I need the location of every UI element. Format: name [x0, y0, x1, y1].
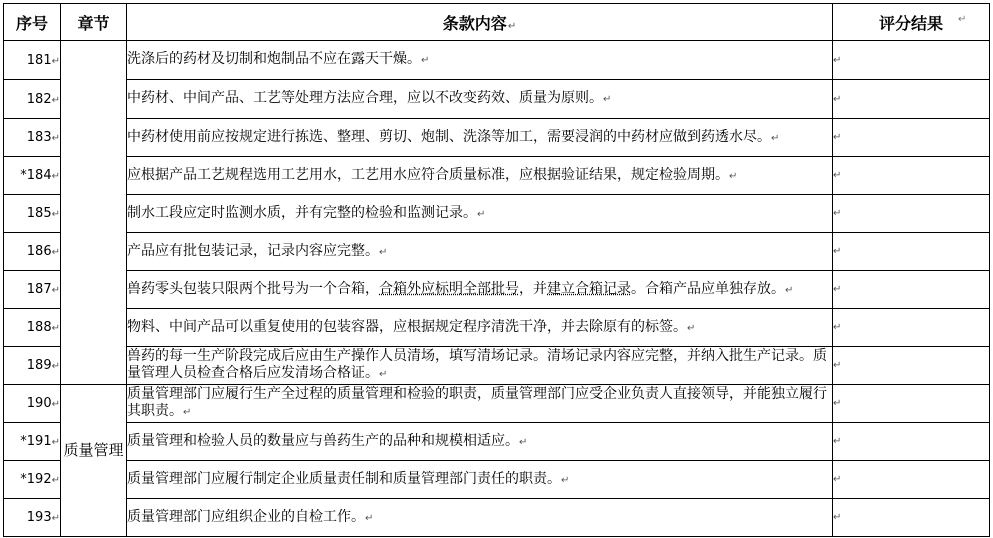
table-row: [4, 119, 990, 157]
header-seq: 序号: [4, 4, 61, 41]
row-number: 189↵: [4, 347, 61, 385]
clause-text: 产品应有批包装记录，记录内容应完整。↵: [127, 233, 833, 271]
row-number: 193↵: [4, 499, 61, 537]
table-row: [4, 347, 990, 385]
score-cell[interactable]: ↵: [833, 385, 990, 423]
row-number: 185↵: [4, 195, 61, 233]
clause-text: 质量管理和检验人员的数量应与兽药生产的品种和规模相适应。↵: [127, 423, 833, 461]
score-cell[interactable]: ↵: [833, 423, 990, 461]
score-cell[interactable]: ↵: [833, 195, 990, 233]
row-number: *191↵: [4, 423, 61, 461]
row-number: *184↵: [4, 157, 61, 195]
clause-text: 中药材使用前应按规定进行拣选、整理、剪切、炮制、洗涤等加工，需要浸润的中药材应做到药透水尽。↵: [127, 119, 833, 157]
header-content: 条款内容↵: [127, 4, 833, 41]
clause-text: 质量管理部门应履行生产全过程的质量管理和检验的职责，质量管理部门应受企业负责人直接领导，并能独立履行其职责。↵: [127, 385, 833, 423]
row-number: 182↵: [4, 80, 61, 119]
row-number: *192↵: [4, 461, 61, 499]
score-cell[interactable]: ↵: [833, 461, 990, 499]
clause-text: 兽药零头包装只限两个批号为一个合箱，合箱外应标明全部批号，并建立合箱记录。合箱产品应单独存放。↵: [127, 271, 833, 309]
table-row: [4, 461, 990, 499]
paragraph-mark: ↵: [958, 14, 967, 25]
clause-text: 中药材、中间产品、工艺等处理方法应合理，应以不改变药效、质量为原则。↵: [127, 80, 833, 119]
row-number: 190↵: [4, 385, 61, 423]
row-number: 187↵: [4, 271, 61, 309]
clause-text: 洗涤后的药材及切制和炮制品不应在露天干燥。↵: [127, 41, 833, 80]
table-row: [4, 80, 990, 119]
table-row: [4, 233, 990, 271]
table-row: [4, 499, 990, 537]
row-number: 183↵: [4, 119, 61, 157]
table-row: [4, 41, 990, 80]
clause-text: 兽药的每一生产阶段完成后应由生产操作人员清场，填写清场记录。清场记录内容应完整，并纳入批生产记录。质量管理人员检查合格后应发清场合格证。↵: [127, 347, 833, 385]
row-number: 181↵: [4, 41, 61, 80]
table-row: [4, 423, 990, 461]
score-cell[interactable]: ↵: [833, 157, 990, 195]
score-cell[interactable]: ↵: [833, 80, 990, 119]
header-chapter: 章节: [61, 4, 127, 41]
score-cell[interactable]: ↵: [833, 233, 990, 271]
clause-table: [3, 3, 990, 537]
table-row: [4, 157, 990, 195]
table-row: [4, 385, 990, 423]
score-cell[interactable]: ↵: [833, 41, 990, 80]
score-cell[interactable]: ↵: [833, 309, 990, 347]
table-row: [4, 309, 990, 347]
score-cell[interactable]: ↵: [833, 499, 990, 537]
chapter-cell-quality-management: 质量管理: [61, 385, 127, 537]
header-row: [4, 4, 990, 41]
chapter-cell-empty: [61, 41, 127, 385]
score-cell[interactable]: ↵: [833, 119, 990, 157]
score-cell[interactable]: ↵: [833, 347, 990, 385]
clause-text: 物料、中间产品可以重复使用的包装容器，应根据规定程序清洗干净，并去除原有的标签。↵: [127, 309, 833, 347]
header-result: 评分结果: [833, 4, 990, 41]
clause-text: 应根据产品工艺规程选用工艺用水，工艺用水应符合质量标准，应根据验证结果，规定检验周期。↵: [127, 157, 833, 195]
score-cell[interactable]: ↵: [833, 271, 990, 309]
clause-text: 质量管理部门应组织企业的自检工作。↵: [127, 499, 833, 537]
clause-text: 质量管理部门应履行制定企业质量责任制和质量管理部门责任的职责。↵: [127, 461, 833, 499]
clause-text: 制水工段应定时监测水质，并有完整的检验和监测记录。↵: [127, 195, 833, 233]
table-row: [4, 195, 990, 233]
row-number: 186↵: [4, 233, 61, 271]
row-number: 188↵: [4, 309, 61, 347]
table-row: [4, 271, 990, 309]
